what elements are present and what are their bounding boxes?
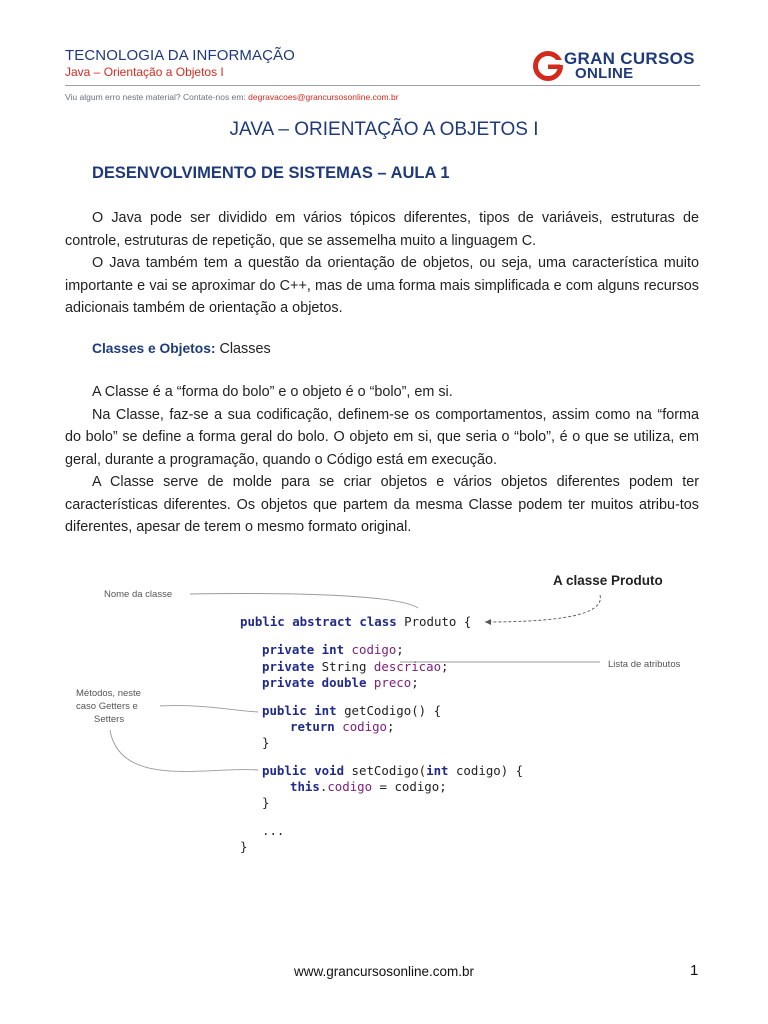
logo-text-line2: ONLINE bbox=[575, 65, 634, 82]
header-divider bbox=[65, 85, 700, 86]
code-line-field-descricao: private String descricao; bbox=[262, 659, 449, 674]
annotation-attributes: Lista de atributos bbox=[608, 659, 681, 670]
connector-getter bbox=[160, 706, 258, 712]
contact-email-link[interactable]: degravacoes@grancursosonline.com.br bbox=[248, 92, 399, 102]
annotation-methods-line3: Setters bbox=[94, 714, 125, 725]
section-title: DESENVOLVIMENTO DE SISTEMAS – AULA 1 bbox=[92, 164, 450, 182]
logo-g-icon bbox=[532, 50, 566, 84]
code-line-class-close: } bbox=[240, 839, 248, 854]
code-line-field-preco: private double preco; bbox=[262, 675, 419, 690]
code-line-assignment: this.codigo = codigo; bbox=[290, 779, 447, 794]
code-line-setter-signature: public void setCodigo(int codigo) { bbox=[262, 763, 524, 778]
paragraph: O Java pode ser dividido em vários tópicos diferentes, tipos de variáveis, estruturas de controle, estruturas de repetição, que se assemelha muito a linguagem C. bbox=[65, 210, 699, 249]
connector-class-title bbox=[485, 595, 600, 622]
code-line-class-declaration: public abstract class Produto { bbox=[240, 614, 472, 629]
intro-paragraphs bbox=[65, 207, 699, 320]
connector-class-name bbox=[190, 594, 418, 608]
classes-paragraphs bbox=[65, 381, 699, 539]
page-number: 1 bbox=[690, 962, 699, 979]
annotation-class-name: Nome da classe bbox=[104, 589, 173, 600]
subheading-label: Classes e Objetos: bbox=[92, 341, 216, 356]
arrow-head-icon bbox=[485, 619, 491, 625]
logo-text-line1: GRAN CURSOS bbox=[564, 49, 695, 68]
paragraph: A Classe é a “forma do bolo” e o objeto é o “bolo”, em si. bbox=[92, 384, 453, 400]
annotation-methods-line1: Métodos, neste bbox=[76, 688, 141, 699]
subheading bbox=[92, 341, 271, 357]
class-diagram-figure bbox=[60, 560, 710, 860]
paragraph: O Java também tem a questão da orientação de objetos, ou seja, uma característica muito importante e vai se aproximar do C++, mas de uma forma mais simplificada e com alguns recursos adicionais também de orientação a objetos. bbox=[65, 255, 699, 316]
gran-cursos-logo bbox=[532, 50, 702, 82]
code-line-getter-signature: public int getCodigo() { bbox=[262, 703, 442, 718]
contact-prefix: Viu algum erro neste material? Contate-nos em: bbox=[65, 92, 249, 102]
annotation-class-title: A classe Produto bbox=[553, 573, 663, 588]
code-line-setter-close: } bbox=[262, 795, 270, 810]
code-line-ellipsis: ... bbox=[262, 823, 285, 838]
code-line-return: return codigo; bbox=[290, 719, 395, 734]
header-title: TECNOLOGIA DA INFORMAÇÃO bbox=[65, 47, 295, 64]
paragraph: A Classe serve de molde para se criar objetos e vários objetos diferentes podem ter características diferentes. Os objetos que partem da mesma Classe podem ter muitos atribu-tos diferentes, apesar de terem o mesmo formato original. bbox=[65, 474, 699, 535]
code-line-getter-close: } bbox=[262, 735, 270, 750]
code-line-field-codigo: private int codigo; bbox=[262, 642, 404, 657]
header-contact bbox=[65, 92, 399, 102]
annotation-methods-line2: caso Getters e bbox=[76, 701, 138, 712]
footer-url[interactable]: www.grancursosonline.com.br bbox=[293, 964, 475, 979]
subheading-text: Classes bbox=[215, 341, 271, 357]
header-subtitle: Java – Orientação a Objetos I bbox=[65, 65, 224, 79]
connector-setter bbox=[110, 730, 258, 771]
paragraph: Na Classe, faz-se a sua codificação, definem-se os comportamentos, assim como na “forma do bolo” se define a forma geral do bolo. O objeto em si, que seria o “bolo”, é o que se utiliza, em geral, durante a programação, quando o Código está em execução. bbox=[65, 406, 699, 468]
code-figure-svg bbox=[60, 560, 710, 860]
document-title: JAVA – ORIENTAÇÃO A OBJETOS I bbox=[229, 119, 539, 140]
